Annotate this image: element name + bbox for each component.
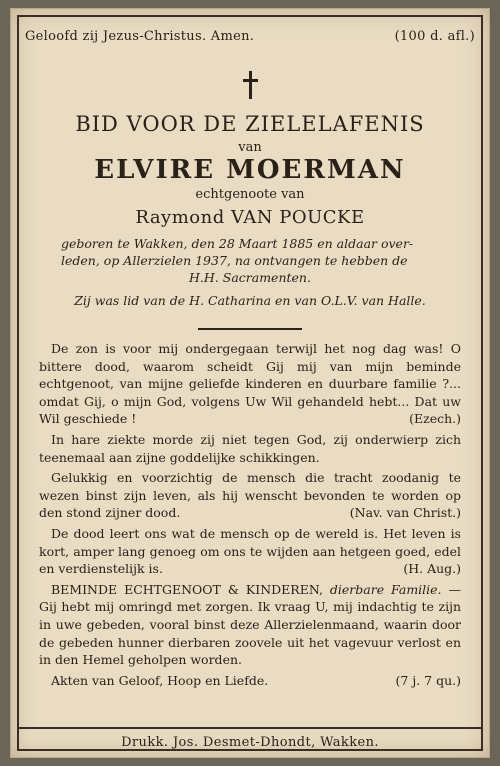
bio-line-3: H.H. Sacramenten. [189, 270, 311, 285]
prayer-text [39, 340, 461, 692]
paragraph-4-text: De dood leert ons wat de mensch op de wereld is. Het leven is kort, amper lang genoeg om ons te wijden aan hetgeen goed, edel en verdienstelijk is. [39, 525, 461, 577]
paragraph-1 [39, 340, 461, 428]
paragraph-3 [39, 469, 461, 522]
spouse-intro: echtgenoote van [195, 187, 305, 202]
paragraph-6 [39, 672, 461, 690]
memorial-card [10, 8, 490, 758]
paragraph-6-ref: (7 j. 7 qu.) [395, 672, 461, 688]
deceased-name: ELVIRE MOERMAN [94, 155, 406, 185]
header-row [25, 29, 475, 44]
title-van: van [238, 140, 262, 155]
footer-divider [17, 727, 483, 729]
divider-line [198, 328, 302, 330]
paragraph-4-ref: (H. Aug.) [403, 561, 461, 577]
cross-icon [243, 71, 257, 99]
paragraph-2: In hare ziekte morde zij niet tegen God, zij onderwierp zich teenemaal aan zijne goddelijke schikkingen. [39, 431, 461, 465]
spouse-name: Raymond VAN POUCKE [135, 207, 365, 228]
bio-line-1: geboren te Wakken, den 28 Maart 1885 en aldaar over- [61, 236, 414, 251]
paragraph-1-text: De zon is voor mij ondergegaan terwijl het nog dag was! O bittere dood, waarom scheidt Gij mij van mijn beminde echtgenoot, van mijne geliefde kinderen en duurbare familie ?... omdat Gij, o mijn God, volgens Uw Wil gehandeld hebt... Dat uw Wil geschiede ! [39, 341, 461, 427]
paragraph-3-text: Gelukkig en voorzichtig de mensch die tracht zoodanig te wezen binst zijn leven, als hij wenscht bevonden te worden op den stond zijner dood. [39, 470, 461, 521]
title-line: BID VOOR DE ZIELELAFENIS [75, 112, 425, 136]
printer-credit: Drukk. Jos. Desmet-Dhondt, Wakken. [121, 735, 379, 750]
paragraph-5-caps: BEMINDE ECHTGENOOT & KINDEREN, [51, 581, 323, 597]
paragraph-6-text: Akten van Geloof, Hoop en Liefde. [51, 672, 269, 688]
paragraph-1-ref: (Ezech.) [409, 411, 461, 427]
paragraph-4 [39, 525, 461, 578]
bio-membership: Zij was lid van de H. Catharina en van O.L.V. van Halle. [74, 293, 426, 308]
paragraph-3-ref: (Nav. van Christ.) [349, 505, 461, 521]
paragraph-5-italic: dierbare Familie. [329, 581, 442, 597]
paragraph-5 [39, 581, 461, 669]
paragraph-5-text: — Gij hebt mij omringd met zorgen. Ik vraag U, mij indachtig te zijn in uwe gebeden, vooral binst deze Allerzielenmaand, waarin door de gebeden hunner dierbaren zoovele uit het vagevuur verlost en in den Hemel geholpen worden. [39, 581, 461, 668]
bio-line-2: leden, op Allerzielen 1937, na ontvangen te hebben de [61, 253, 408, 268]
header-indulgence: (100 d. afl.) [394, 29, 475, 44]
header-prayer: Geloofd zij Jezus-Christus. Amen. [25, 29, 255, 44]
biography [61, 235, 439, 309]
